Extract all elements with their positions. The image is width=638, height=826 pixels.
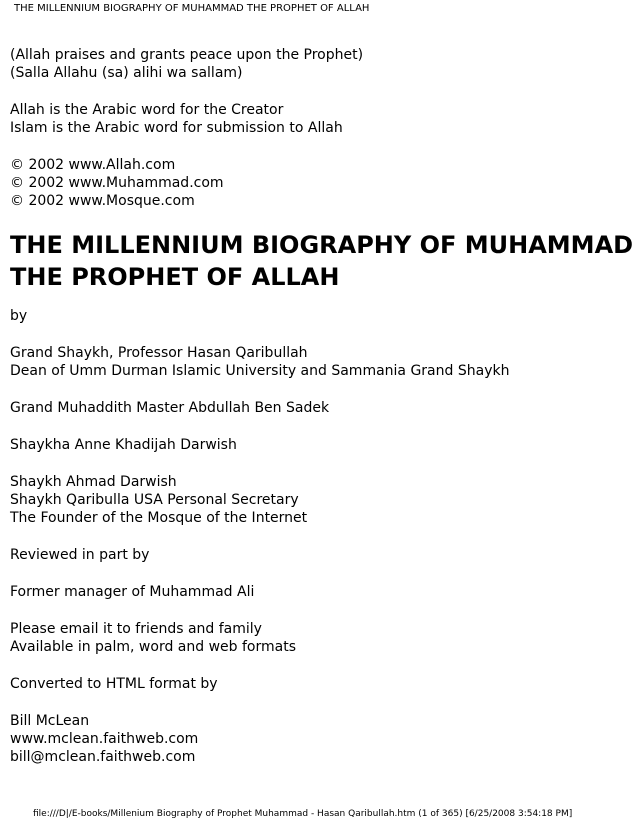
title-line-1: THE MILLENNIUM BIOGRAPHY OF MUHAMMAD (10, 231, 634, 259)
definitions-block (10, 101, 632, 137)
converted-block (10, 675, 632, 693)
copyright-line: © 2002 www.Allah.com (10, 157, 176, 173)
author-name: Grand Muhaddith Master Abdullah Ben Sadek (10, 400, 330, 416)
author-role: Dean of Umm Durman Islamic University and Sammania Grand Shaykh (10, 363, 510, 379)
converter-block (10, 712, 632, 766)
definition-islam: Islam is the Arabic word for submission to Allah (10, 120, 343, 136)
share-line-1: Please email it to friends and family (10, 621, 262, 637)
reviewed-block (10, 546, 632, 564)
converter-name: Bill McLean (10, 713, 90, 729)
by-label: by (10, 308, 28, 324)
blessing-line-1: (Allah praises and grants peace upon the Prophet) (10, 47, 364, 63)
definition-allah: Allah is the Arabic word for the Creator (10, 102, 284, 118)
author-name: Shaykha Anne Khadijah Darwish (10, 437, 237, 453)
copyright-line: © 2002 www.Muhammad.com (10, 175, 224, 191)
blessing-block (10, 46, 632, 82)
blessing-line-2: (Salla Allahu (sa) alihi wa sallam) (10, 65, 243, 81)
running-header: THE MILLENNIUM BIOGRAPHY OF MUHAMMAD THE PROPHET OF ALLAH (14, 3, 370, 14)
author-block-4 (10, 473, 632, 527)
document-body (10, 46, 632, 785)
copyright-line: © 2002 www.Mosque.com (10, 193, 195, 209)
converter-website: www.mclean.faithweb.com (10, 731, 199, 747)
reviewed-label: Reviewed in part by (10, 547, 150, 563)
share-line-2: Available in palm, word and web formats (10, 639, 296, 655)
converted-label: Converted to HTML format by (10, 676, 218, 692)
author-name: Shaykh Ahmad Darwish (10, 474, 177, 490)
author-block-3 (10, 436, 632, 454)
author-role: Shaykh Qaribulla USA Personal Secretary (10, 492, 299, 508)
converter-email: bill@mclean.faithweb.com (10, 749, 196, 765)
author-name: Grand Shaykh, Professor Hasan Qaribullah (10, 345, 308, 361)
author-block-2 (10, 399, 632, 417)
reviewer-name: Former manager of Muhammad Ali (10, 584, 255, 600)
reviewer-block (10, 583, 632, 601)
author-block-1 (10, 344, 632, 380)
document-title (10, 229, 632, 293)
title-line-2: THE PROPHET OF ALLAH (10, 263, 340, 291)
file-path-footer: file:///D|/E-books/Millenium Biography of Prophet Muhammad - Hasan Qaribullah.htm (1 of 365) [6/25/2008 3:54:18 PM] (33, 809, 573, 819)
copyright-block (10, 156, 632, 210)
share-block (10, 620, 632, 656)
author-role: The Founder of the Mosque of the Internet (10, 510, 308, 526)
by-block (10, 307, 632, 325)
